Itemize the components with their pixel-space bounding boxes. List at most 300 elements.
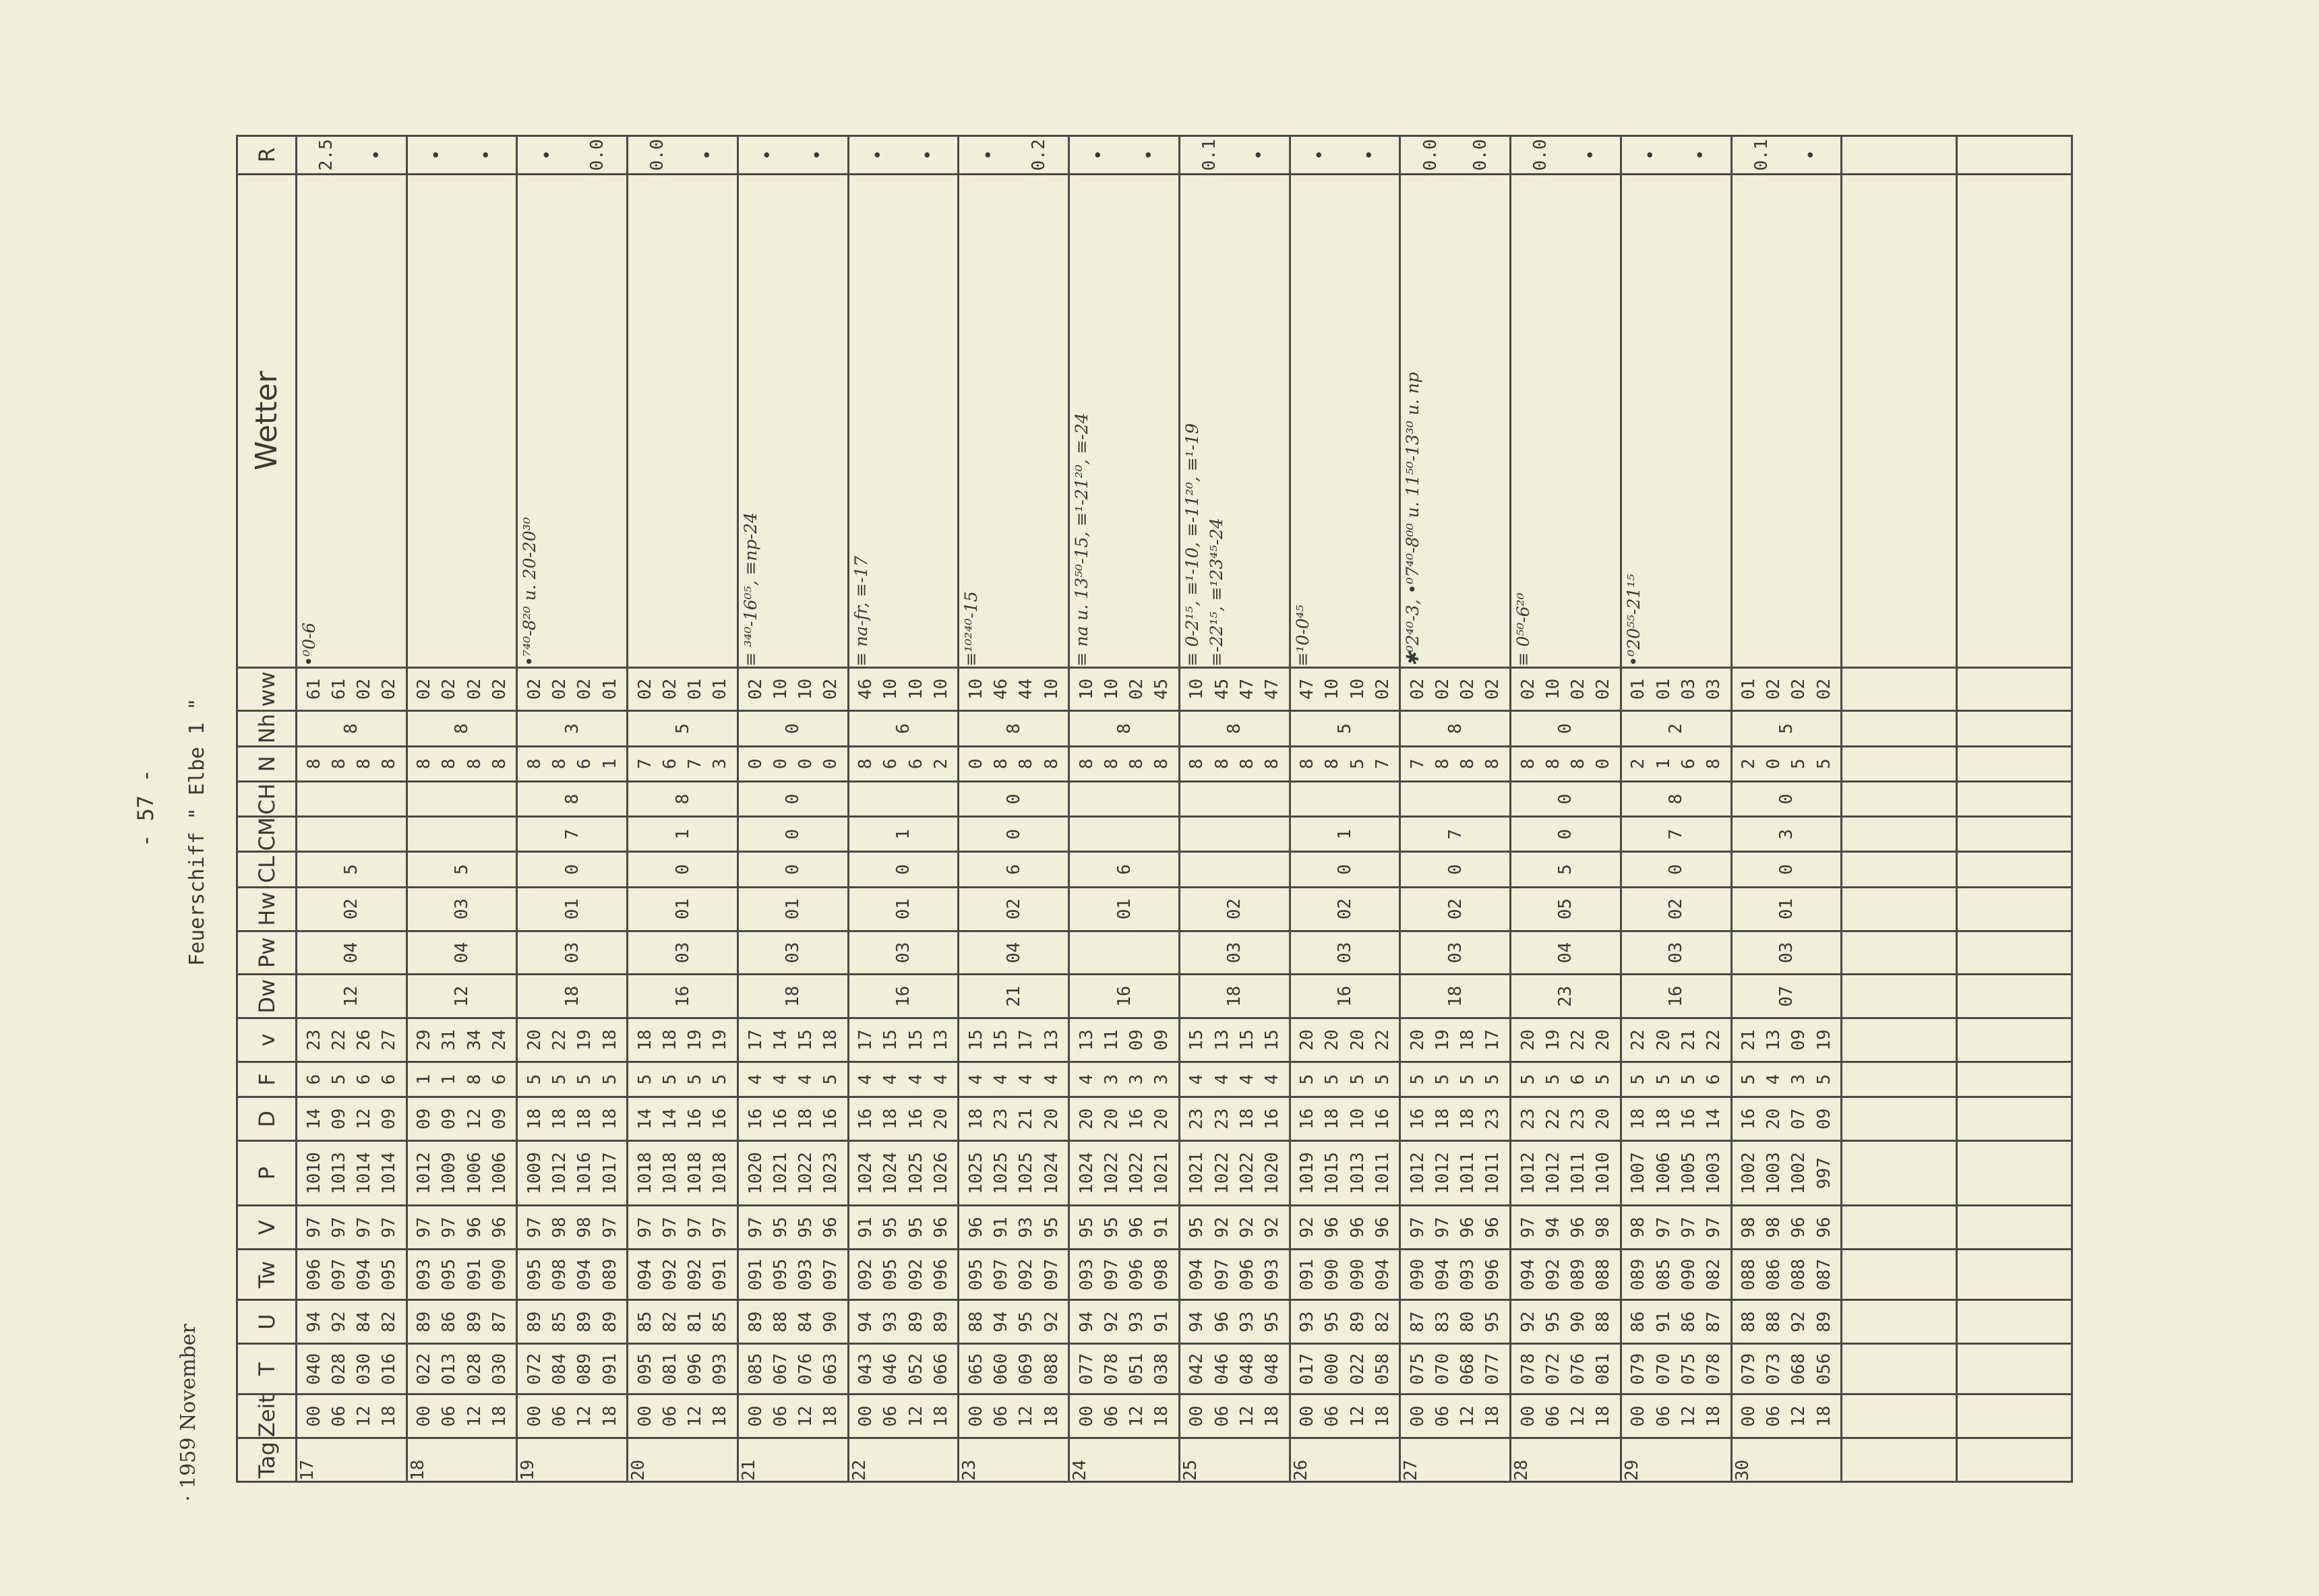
cell-value: 052 — [905, 1353, 926, 1385]
cell-value: 094 — [574, 1258, 595, 1291]
cell-value: 22 — [1372, 1029, 1393, 1051]
cell-value: 18 — [634, 1029, 655, 1051]
cell-value: 094 — [1186, 1258, 1207, 1291]
cell-value: 14 — [659, 1108, 680, 1130]
cell-value: 096 — [1236, 1258, 1257, 1291]
cell-value: • — [978, 150, 999, 160]
cell-value: 89 — [414, 1311, 435, 1332]
cell-value: 10 — [795, 678, 816, 700]
cell-value: 12 — [353, 1108, 374, 1130]
cell-value: 4 — [1076, 1074, 1097, 1085]
cell-value: 18 — [1628, 1108, 1649, 1130]
cell-value: 078 — [1517, 1353, 1538, 1385]
cell-value: 96 — [1322, 1217, 1343, 1238]
cell-value: 1025 — [905, 1152, 926, 1194]
cell-value: 6 — [353, 1074, 374, 1085]
cell-value: 19 — [685, 1029, 706, 1051]
cell-value: 00 — [303, 1405, 324, 1427]
cell-value: 1 — [414, 1074, 435, 1085]
cell-value: 0 — [1593, 758, 1614, 770]
weather-remark-line: •⁰0-6 — [299, 622, 319, 667]
cell-value: 12 — [1678, 1405, 1699, 1427]
cell-value: 081 — [659, 1353, 680, 1385]
cell-value: 12 — [574, 1405, 595, 1427]
cell-value: 92 — [1211, 1217, 1232, 1238]
cell-value: 01 — [893, 898, 914, 920]
cell-value: 12 — [1016, 1405, 1037, 1427]
cell-value: 06 — [439, 1405, 460, 1427]
cell-value: 087 — [1813, 1258, 1834, 1291]
cell-value: 097 — [1041, 1258, 1062, 1291]
cell-value: 7 — [685, 758, 706, 770]
cell-value: 16 — [893, 985, 914, 1007]
cell-value: 34 — [464, 1029, 485, 1051]
cell-value: 20 — [1764, 1108, 1784, 1130]
cell-value: 6 — [1114, 864, 1135, 875]
cell-value: • — [477, 150, 498, 160]
cell-value: 14 — [770, 1029, 791, 1051]
cell-value: 6 — [1678, 758, 1699, 770]
cell-value: • — [1139, 150, 1160, 160]
cell-value: 02 — [1126, 678, 1147, 700]
cell-value: 095 — [439, 1258, 460, 1291]
cell-value: 0 — [1555, 828, 1576, 840]
cell-value: 96 — [1372, 1217, 1393, 1238]
cell-value: 1007 — [1628, 1152, 1649, 1194]
cell-value: 2 — [930, 758, 951, 770]
cell-value: 18 — [965, 1108, 986, 1130]
cell-value: 00 — [745, 1405, 766, 1427]
cell-value: 02 — [634, 678, 655, 700]
table-row — [1621, 136, 1731, 1482]
cell-value: 16 — [855, 1108, 876, 1130]
cell-value: 8 — [1114, 723, 1135, 734]
cell-value: 0.0 — [1470, 139, 1490, 171]
cell-value — [849, 782, 958, 816]
cell-value: 091 — [599, 1353, 620, 1385]
cell-value: 95 — [770, 1217, 791, 1238]
cell-value: 6 — [893, 723, 914, 734]
cell-value: 18 — [1593, 1405, 1614, 1427]
cell-value: 089 — [1628, 1258, 1649, 1291]
cell-value: 1022 — [1101, 1152, 1122, 1194]
cell-value: 01 — [1776, 898, 1797, 920]
cell-value: 93 — [880, 1311, 901, 1332]
cell-value: 97 — [745, 1217, 766, 1238]
cell-value: 8 — [1186, 758, 1207, 770]
cell-value: 8 — [1322, 758, 1343, 770]
cell-value: 022 — [414, 1353, 435, 1385]
cell-value: 0 — [783, 828, 804, 840]
cell-value: 09 — [328, 1108, 349, 1130]
cell-value: 02 — [1457, 678, 1478, 700]
cell-value: 02 — [341, 898, 362, 920]
cell-value: 6 — [659, 758, 680, 770]
cell-value: 95 — [1542, 1311, 1563, 1332]
cell-value: 4 — [880, 1074, 901, 1085]
cell-value: 0 — [783, 793, 804, 805]
cell-value: 16 — [1372, 1108, 1393, 1130]
cell-value: • — [537, 150, 558, 160]
cell-value: 92 — [1236, 1217, 1257, 1238]
cell-value: 20 — [1407, 1029, 1428, 1051]
cell-value: 98 — [549, 1217, 570, 1238]
cell-value: 065 — [965, 1353, 986, 1385]
cell-value: 02 — [1666, 898, 1687, 920]
cell-value: 1010 — [1593, 1152, 1614, 1194]
cell-value: 8 — [991, 758, 1012, 770]
cell-value: 997 — [1813, 1157, 1834, 1190]
cell-value: 8 — [341, 723, 362, 734]
cell-value: 090 — [1347, 1258, 1368, 1291]
cell-value: 01 — [710, 678, 731, 700]
day-cell: 24 — [1069, 1438, 1180, 1482]
cell-value: 95 — [1016, 1311, 1037, 1332]
cell-value: 92 — [1261, 1217, 1282, 1238]
cell-value: 1018 — [659, 1152, 680, 1194]
cell-value: 030 — [489, 1353, 510, 1385]
cell-value: 18 — [1653, 1108, 1674, 1130]
cell-value: 02 — [464, 678, 485, 700]
cell-value: 0 — [783, 864, 804, 875]
cell-value: 051 — [1126, 1353, 1147, 1385]
cell-value: 092 — [1542, 1258, 1563, 1291]
cell-value: 18 — [1236, 1108, 1257, 1130]
cell-value: 92 — [1041, 1311, 1062, 1332]
cell-value: 04 — [1003, 942, 1024, 964]
cell-value: 4 — [1211, 1074, 1232, 1085]
cell-value: 01 — [1739, 678, 1759, 700]
cell-value: 068 — [1788, 1353, 1809, 1385]
cell-value: 091 — [710, 1258, 731, 1291]
cell-value: 0 — [795, 758, 816, 770]
cell-value: 95 — [880, 1217, 901, 1238]
cell-value: 3 — [710, 758, 731, 770]
cell-value: 8 — [1224, 723, 1245, 734]
cell-value: 20 — [1653, 1029, 1674, 1051]
cell-value: 058 — [1372, 1353, 1393, 1385]
cell-value: 97 — [328, 1217, 349, 1238]
cell-value: 18 — [524, 1108, 545, 1130]
cell-value: 017 — [1297, 1353, 1318, 1385]
cell-value: 097 — [1211, 1258, 1232, 1291]
cell-value: 02 — [1433, 678, 1453, 700]
weather-remark-line: •⁰20⁵⁵-21¹⁵ — [1623, 574, 1644, 667]
cell-value: • — [1640, 150, 1661, 160]
cell-value: 8 — [1666, 793, 1687, 805]
cell-value: 0 — [965, 758, 986, 770]
cell-value: 95 — [1076, 1217, 1097, 1238]
cell-value: 23 — [303, 1029, 324, 1051]
cell-value: 7 — [1372, 758, 1393, 770]
cell-value: 8 — [562, 793, 582, 805]
cell-value: 95 — [1482, 1311, 1503, 1332]
cell-value: 1012 — [1407, 1152, 1428, 1194]
cell-value: 18 — [659, 1029, 680, 1051]
cell-value: 02 — [489, 678, 510, 700]
cell-value: 2 — [1739, 758, 1759, 770]
cell-value: 5 — [1517, 1074, 1538, 1085]
cell-value: 7 — [1666, 828, 1687, 840]
cell-value: 97 — [1703, 1217, 1724, 1238]
cell-value: 96 — [1211, 1311, 1232, 1332]
cell-value: 23 — [1482, 1108, 1503, 1130]
cell-value: 00 — [1186, 1405, 1207, 1427]
cell-value: 1020 — [1261, 1152, 1282, 1194]
cell-value: 028 — [464, 1353, 485, 1385]
cell-value: 01 — [685, 678, 706, 700]
cell-value: 8 — [1568, 758, 1588, 770]
cell-value: 8 — [1016, 758, 1037, 770]
cell-value: 8 — [379, 758, 400, 770]
cell-value: 02 — [1568, 678, 1588, 700]
day-cell: 25 — [1179, 1438, 1290, 1482]
cell-value: 00 — [1407, 1405, 1428, 1427]
cell-value: 4 — [965, 1074, 986, 1085]
cell-value: 22 — [1703, 1029, 1724, 1051]
cell-value: 048 — [1236, 1353, 1257, 1385]
cell-value: 96 — [1788, 1217, 1809, 1238]
cell-value: 5 — [1347, 758, 1368, 770]
cell-value: 94 — [303, 1311, 324, 1332]
cell-value: 8 — [1517, 758, 1538, 770]
column-header: Dw — [237, 975, 297, 1018]
cell-value: 1024 — [855, 1152, 876, 1194]
cell-value: 097 — [328, 1258, 349, 1291]
cell-value: 18 — [1433, 1108, 1453, 1130]
cell-value: 20 — [1593, 1108, 1614, 1130]
cell-value: 1018 — [685, 1152, 706, 1194]
cell-value: 97 — [634, 1217, 655, 1238]
cell-value: 1016 — [574, 1152, 595, 1194]
cell-value: 091 — [464, 1258, 485, 1291]
cell-value: 022 — [1347, 1353, 1368, 1385]
cell-value: 47 — [1236, 678, 1257, 700]
cell-value: 15 — [991, 1029, 1012, 1051]
cell-value: 97 — [685, 1217, 706, 1238]
cell-value: 15 — [795, 1029, 816, 1051]
cell-value: 6 — [905, 758, 926, 770]
day-cell: 22 — [848, 1438, 959, 1482]
cell-value: 18 — [930, 1405, 951, 1427]
cell-value: 15 — [905, 1029, 926, 1051]
cell-value: 98 — [574, 1217, 595, 1238]
cell-value: 20 — [1322, 1029, 1343, 1051]
cell-value: 5 — [328, 1074, 349, 1085]
weather-remarks — [406, 174, 517, 667]
cell-value: 01 — [599, 678, 620, 700]
cell-value: 8 — [353, 758, 374, 770]
cell-value: 5 — [599, 1074, 620, 1085]
cell-value: 1023 — [820, 1152, 841, 1194]
cell-value: 1003 — [1703, 1152, 1724, 1194]
weather-remark-line: ≡¹⁰²⁴⁰-15 — [961, 591, 982, 667]
cell-value: 088 — [1593, 1258, 1614, 1291]
cell-value: 095 — [524, 1258, 545, 1291]
cell-value: 093 — [414, 1258, 435, 1291]
day-cell: 30 — [1731, 1438, 1842, 1482]
cell-value: 12 — [452, 985, 473, 1007]
cell-value: 04 — [1555, 942, 1576, 964]
cell-value: 8 — [1211, 758, 1232, 770]
cell-value: 85 — [710, 1311, 731, 1332]
cell-value: 5 — [1813, 758, 1834, 770]
cell-value: 6 — [1568, 1074, 1588, 1085]
cell-value: 1025 — [965, 1152, 986, 1194]
cell-value: 088 — [1788, 1258, 1809, 1291]
day-cell: 26 — [1290, 1438, 1400, 1482]
cell-value: 1012 — [414, 1152, 435, 1194]
cell-value: 1020 — [745, 1152, 766, 1194]
cell-value: 092 — [855, 1258, 876, 1291]
column-header: CM — [237, 817, 297, 852]
cell-value: 88 — [770, 1311, 791, 1332]
cell-value: 090 — [1407, 1258, 1428, 1291]
cell-value: 4 — [1236, 1074, 1257, 1085]
cell-value: 85 — [549, 1311, 570, 1332]
column-header: R — [237, 136, 297, 175]
cell-value: 15 — [1261, 1029, 1282, 1051]
cell-value: 04 — [452, 942, 473, 964]
cell-value: 19 — [1433, 1029, 1453, 1051]
cell-value: 1 — [1334, 828, 1355, 840]
cell-value: 00 — [1076, 1405, 1097, 1427]
cell-value: 8 — [303, 758, 324, 770]
cell-value: 030 — [353, 1353, 374, 1385]
cell-value: 0 — [1764, 758, 1784, 770]
cell-value: 91 — [1151, 1217, 1172, 1238]
cell-value: 076 — [1568, 1353, 1588, 1385]
cell-value: 094 — [353, 1258, 374, 1291]
cell-value: 02 — [1334, 898, 1355, 920]
cell-value: 18 — [1224, 985, 1245, 1007]
cell-value: 03 — [1445, 942, 1466, 964]
cell-value: • — [758, 150, 779, 160]
cell-value: 89 — [1813, 1311, 1834, 1332]
cell-value: 073 — [1764, 1353, 1784, 1385]
cell-value: 4 — [1261, 1074, 1282, 1085]
cell-value: 16 — [770, 1108, 791, 1130]
cell-value: 02 — [549, 678, 570, 700]
cell-value: 1012 — [1542, 1152, 1563, 1194]
cell-value — [408, 782, 516, 816]
cell-value: 01 — [672, 898, 693, 920]
cell-value: 3 — [1776, 828, 1797, 840]
cell-value: 02 — [524, 678, 545, 700]
cell-value: 0 — [1003, 828, 1024, 840]
cell-value: • — [1360, 150, 1381, 160]
cell-value: 5 — [1542, 1074, 1563, 1085]
cell-value: 88 — [1593, 1311, 1614, 1332]
cell-value: 98 — [1593, 1217, 1614, 1238]
table-header-row — [237, 136, 297, 1482]
cell-value: 0 — [820, 758, 841, 770]
column-header: Pw — [237, 931, 297, 975]
cell-value: 043 — [855, 1353, 876, 1385]
cell-value: 21 — [1678, 1029, 1699, 1051]
cell-value: 00 — [855, 1405, 876, 1427]
cell-value: 02 — [353, 678, 374, 700]
cell-value: • — [1580, 150, 1601, 160]
cell-value: 12 — [1568, 1405, 1588, 1427]
cell-value: 20 — [1041, 1108, 1062, 1130]
column-header: T — [237, 1344, 297, 1394]
cell-value: 03 — [893, 942, 914, 964]
cell-value: 8 — [672, 793, 693, 805]
weather-remark-line: ✱⁰2⁴⁰-3, •⁰7⁴⁰-8⁰⁰ u. 11⁵⁰-13³⁰ u. np — [1403, 372, 1423, 667]
cell-value: 088 — [1739, 1258, 1759, 1291]
cell-value — [1291, 782, 1399, 816]
cell-value: 046 — [1211, 1353, 1232, 1385]
cell-value: 23 — [1568, 1108, 1588, 1130]
cell-value: 077 — [1076, 1353, 1097, 1385]
cell-value: 1021 — [1186, 1152, 1207, 1194]
cell-value: 0 — [1445, 864, 1466, 875]
cell-value: 16 — [905, 1108, 926, 1130]
cell-value: 20 — [1517, 1029, 1538, 1051]
weather-remark-line: •⁷⁴⁰-8²⁰ u. 20-20³⁰ — [520, 517, 540, 667]
cell-value: 095 — [770, 1258, 791, 1291]
cell-value: 18 — [820, 1405, 841, 1427]
cell-value: 10 — [1322, 678, 1343, 700]
cell-value: 090 — [489, 1258, 510, 1291]
cell-value: 5 — [452, 864, 473, 875]
cell-value: 18 — [1457, 1108, 1478, 1130]
cell-value: 8 — [1433, 758, 1453, 770]
cell-value: 17 — [855, 1029, 876, 1051]
cell-value: 0 — [1003, 793, 1024, 805]
cell-value: 10 — [1347, 1108, 1368, 1130]
cell-value: 13 — [1764, 1029, 1784, 1051]
cell-value: 077 — [1482, 1353, 1503, 1385]
cell-value: 26 — [353, 1029, 374, 1051]
cell-value: 4 — [1764, 1074, 1784, 1085]
cell-value: 8 — [1261, 758, 1282, 770]
cell-value: 16 — [820, 1108, 841, 1130]
cell-value: 12 — [341, 985, 362, 1007]
cell-value: 10 — [905, 678, 926, 700]
cell-value: 1022 — [1211, 1152, 1232, 1194]
cell-value: 01 — [1628, 678, 1649, 700]
weather-remarks — [1731, 174, 1842, 667]
cell-value: 12 — [1126, 1405, 1147, 1427]
cell-value: 093 — [795, 1258, 816, 1291]
cell-value: 05 — [1555, 898, 1576, 920]
cell-value: 12 — [795, 1405, 816, 1427]
cell-value: 02 — [1372, 678, 1393, 700]
cell-value: 95 — [1041, 1217, 1062, 1238]
cell-value: 46 — [855, 678, 876, 700]
cell-value: 092 — [905, 1258, 926, 1291]
cell-value: 8 — [439, 758, 460, 770]
empty-table-row — [1957, 136, 2072, 1482]
cell-value: 47 — [1297, 678, 1318, 700]
cell-value: 09 — [1813, 1108, 1834, 1130]
cell-value: 10 — [1542, 678, 1563, 700]
cell-value: 45 — [1211, 678, 1232, 700]
cell-value: 20 — [1151, 1108, 1172, 1130]
cell-value: 17 — [1482, 1029, 1503, 1051]
cell-value: 06 — [991, 1405, 1012, 1427]
column-header: Tag — [237, 1438, 297, 1482]
cell-value: 6 — [379, 1074, 400, 1085]
cell-value — [1070, 932, 1178, 974]
cell-value: • — [1801, 150, 1822, 160]
cell-value: 91 — [855, 1217, 876, 1238]
cell-value: 18 — [710, 1405, 731, 1427]
cell-value: 094 — [1517, 1258, 1538, 1291]
cell-value: 00 — [1517, 1405, 1538, 1427]
